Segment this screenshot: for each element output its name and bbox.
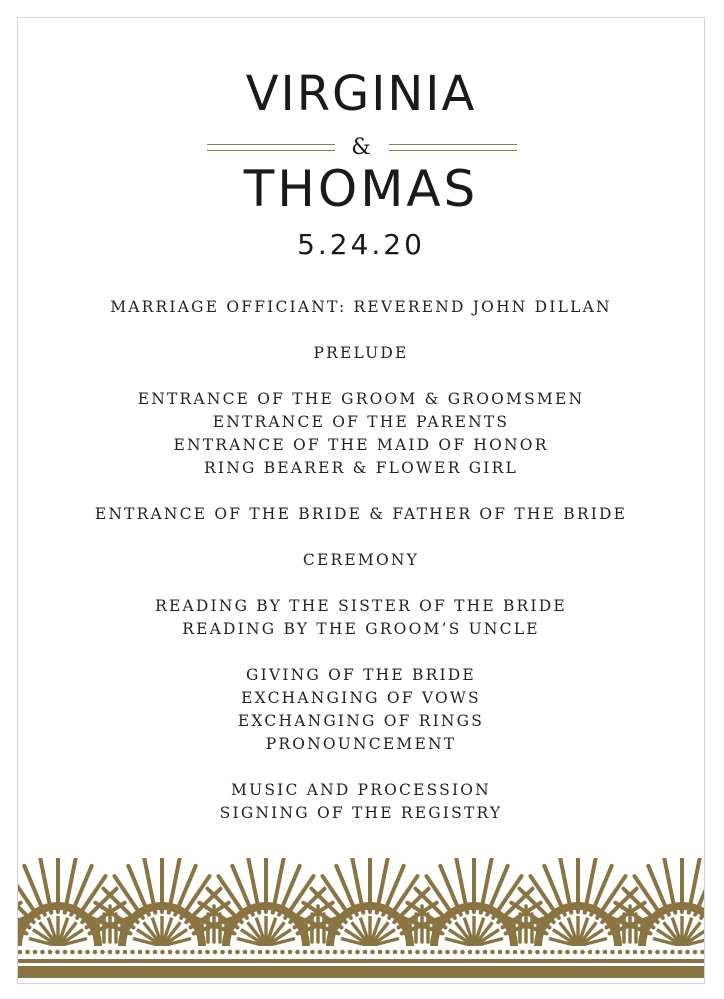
- border-dot: [648, 950, 653, 955]
- bride-name: VIRGINIA: [245, 66, 477, 122]
- ceremony-program: [18, 296, 704, 848]
- program-line: PRELUDE: [313, 344, 409, 362]
- program-line: MARRIAGE OFFICIANT: REVEREND JOHN DILLAN: [110, 298, 612, 316]
- border-dot: [250, 950, 255, 955]
- border-dot: [265, 950, 270, 955]
- program-section: [18, 595, 704, 641]
- program-line: ENTRANCE OF THE MAID OF HONOR: [173, 436, 549, 454]
- border-dot: [678, 950, 683, 955]
- border-dot: [633, 950, 638, 955]
- program-section: [18, 503, 704, 526]
- border-dot: [333, 950, 338, 955]
- border-dot: [213, 950, 218, 955]
- border-dot: [280, 950, 285, 955]
- ampersand-divider: [18, 133, 704, 163]
- program-line: MUSIC AND PROCESSION: [231, 781, 491, 799]
- border-dot: [108, 950, 113, 955]
- program-line: SIGNING OF THE REGISTRY: [219, 804, 503, 822]
- program-line: CEREMONY: [302, 551, 420, 569]
- border-dot: [145, 950, 150, 955]
- border-dot: [445, 950, 450, 955]
- border-dot: [700, 950, 705, 955]
- program-section: [18, 342, 704, 365]
- border-dot: [243, 950, 248, 955]
- border-dot: [663, 950, 668, 955]
- border-dot: [198, 950, 203, 955]
- border-dot: [430, 950, 435, 955]
- program-line: READING BY THE SISTER OF THE BRIDE: [155, 597, 567, 615]
- border-dot: [475, 950, 480, 955]
- border-dot: [423, 950, 428, 955]
- program-section: [18, 664, 704, 756]
- border-dot: [558, 950, 563, 955]
- border-dot: [295, 950, 300, 955]
- border-dot: [228, 950, 233, 955]
- border-dot: [528, 950, 533, 955]
- border-dot: [565, 950, 570, 955]
- border-dot: [115, 950, 120, 955]
- border-dot: [123, 950, 128, 955]
- border-dot: [93, 950, 98, 955]
- program-line: EXCHANGING OF RINGS: [237, 712, 485, 730]
- border-dot: [610, 950, 615, 955]
- border-dot: [220, 950, 225, 955]
- border-dot: [393, 950, 398, 955]
- border-dot: [273, 950, 278, 955]
- border-dot: [55, 950, 60, 955]
- border-dot: [85, 950, 90, 955]
- border-dot: [505, 950, 510, 955]
- border-dot: [78, 950, 83, 955]
- border-dot: [100, 950, 105, 955]
- program-line: ENTRANCE OF THE GROOM & GROOMSMEN: [137, 390, 585, 408]
- border-dot: [603, 950, 608, 955]
- border-dot: [385, 950, 390, 955]
- border-dot: [513, 950, 518, 955]
- art-deco-border: [18, 858, 705, 984]
- border-dot: [303, 950, 308, 955]
- border-dot: [453, 950, 458, 955]
- program-line: EXCHANGING OF VOWS: [241, 689, 481, 707]
- border-dot: [168, 950, 173, 955]
- border-dot: [378, 950, 383, 955]
- border-dot: [48, 950, 53, 955]
- border-dot: [355, 950, 360, 955]
- border-dot: [468, 950, 473, 955]
- border-dot: [160, 950, 165, 955]
- wedding-date: 5.24.20: [297, 228, 425, 261]
- border-dot: [63, 950, 68, 955]
- border-dot: [310, 950, 315, 955]
- border-dot: [400, 950, 405, 955]
- border-dot: [483, 950, 488, 955]
- border-dot: [498, 950, 503, 955]
- border-dot: [205, 950, 210, 955]
- program-line: RING BEARER & FLOWER GIRL: [204, 459, 518, 477]
- program-section: [18, 549, 704, 572]
- border-dot: [535, 950, 540, 955]
- program-line: PRONOUNCEMENT: [265, 735, 457, 753]
- program-card: [17, 17, 705, 984]
- border-dot: [153, 950, 158, 955]
- border-dot: [33, 950, 38, 955]
- border-dot: [588, 950, 593, 955]
- program-section: [18, 779, 704, 825]
- program-line: GIVING OF THE BRIDE: [246, 666, 476, 684]
- ampersand: &: [351, 135, 371, 160]
- program-line: READING BY THE GROOM’S UNCLE: [182, 620, 540, 638]
- border-dot: [190, 950, 195, 955]
- border-dot: [130, 950, 135, 955]
- border-dot: [640, 950, 645, 955]
- border-dot: [40, 950, 45, 955]
- border-dot: [670, 950, 675, 955]
- border-dot: [438, 950, 443, 955]
- border-dot: [693, 950, 698, 955]
- program-line: ENTRANCE OF THE PARENTS: [212, 413, 510, 431]
- border-dot: [325, 950, 330, 955]
- border-dot: [363, 950, 368, 955]
- border-dot: [543, 950, 548, 955]
- border-base: [18, 946, 705, 984]
- border-dot: [655, 950, 660, 955]
- border-dot: [573, 950, 578, 955]
- border-dot: [183, 950, 188, 955]
- border-dot: [70, 950, 75, 955]
- program-section: [18, 388, 704, 480]
- program-section: [18, 296, 704, 319]
- border-dot: [258, 950, 263, 955]
- groom-name: THOMAS: [243, 160, 479, 218]
- border-dot: [550, 950, 555, 955]
- border-band: [18, 966, 705, 978]
- border-dot: [490, 950, 495, 955]
- border-dot: [175, 950, 180, 955]
- border-dot: [370, 950, 375, 955]
- border-dot: [460, 950, 465, 955]
- border-dot: [348, 950, 353, 955]
- border-dot: [415, 950, 420, 955]
- border-dot: [595, 950, 600, 955]
- divider-line-right: [389, 144, 517, 151]
- border-band-thin: [18, 959, 705, 963]
- border-dot: [288, 950, 293, 955]
- border-dot: [235, 950, 240, 955]
- border-dot: [340, 950, 345, 955]
- border-dot: [580, 950, 585, 955]
- border-dot: [520, 950, 525, 955]
- border-dot: [618, 950, 623, 955]
- border-dot: [25, 950, 30, 955]
- border-dot: [408, 950, 413, 955]
- border-dot: [318, 950, 323, 955]
- border-dot: [685, 950, 690, 955]
- program-line: ENTRANCE OF THE BRIDE & FATHER OF THE BRIDE: [94, 505, 628, 523]
- border-dot: [138, 950, 143, 955]
- border-dot: [625, 950, 630, 955]
